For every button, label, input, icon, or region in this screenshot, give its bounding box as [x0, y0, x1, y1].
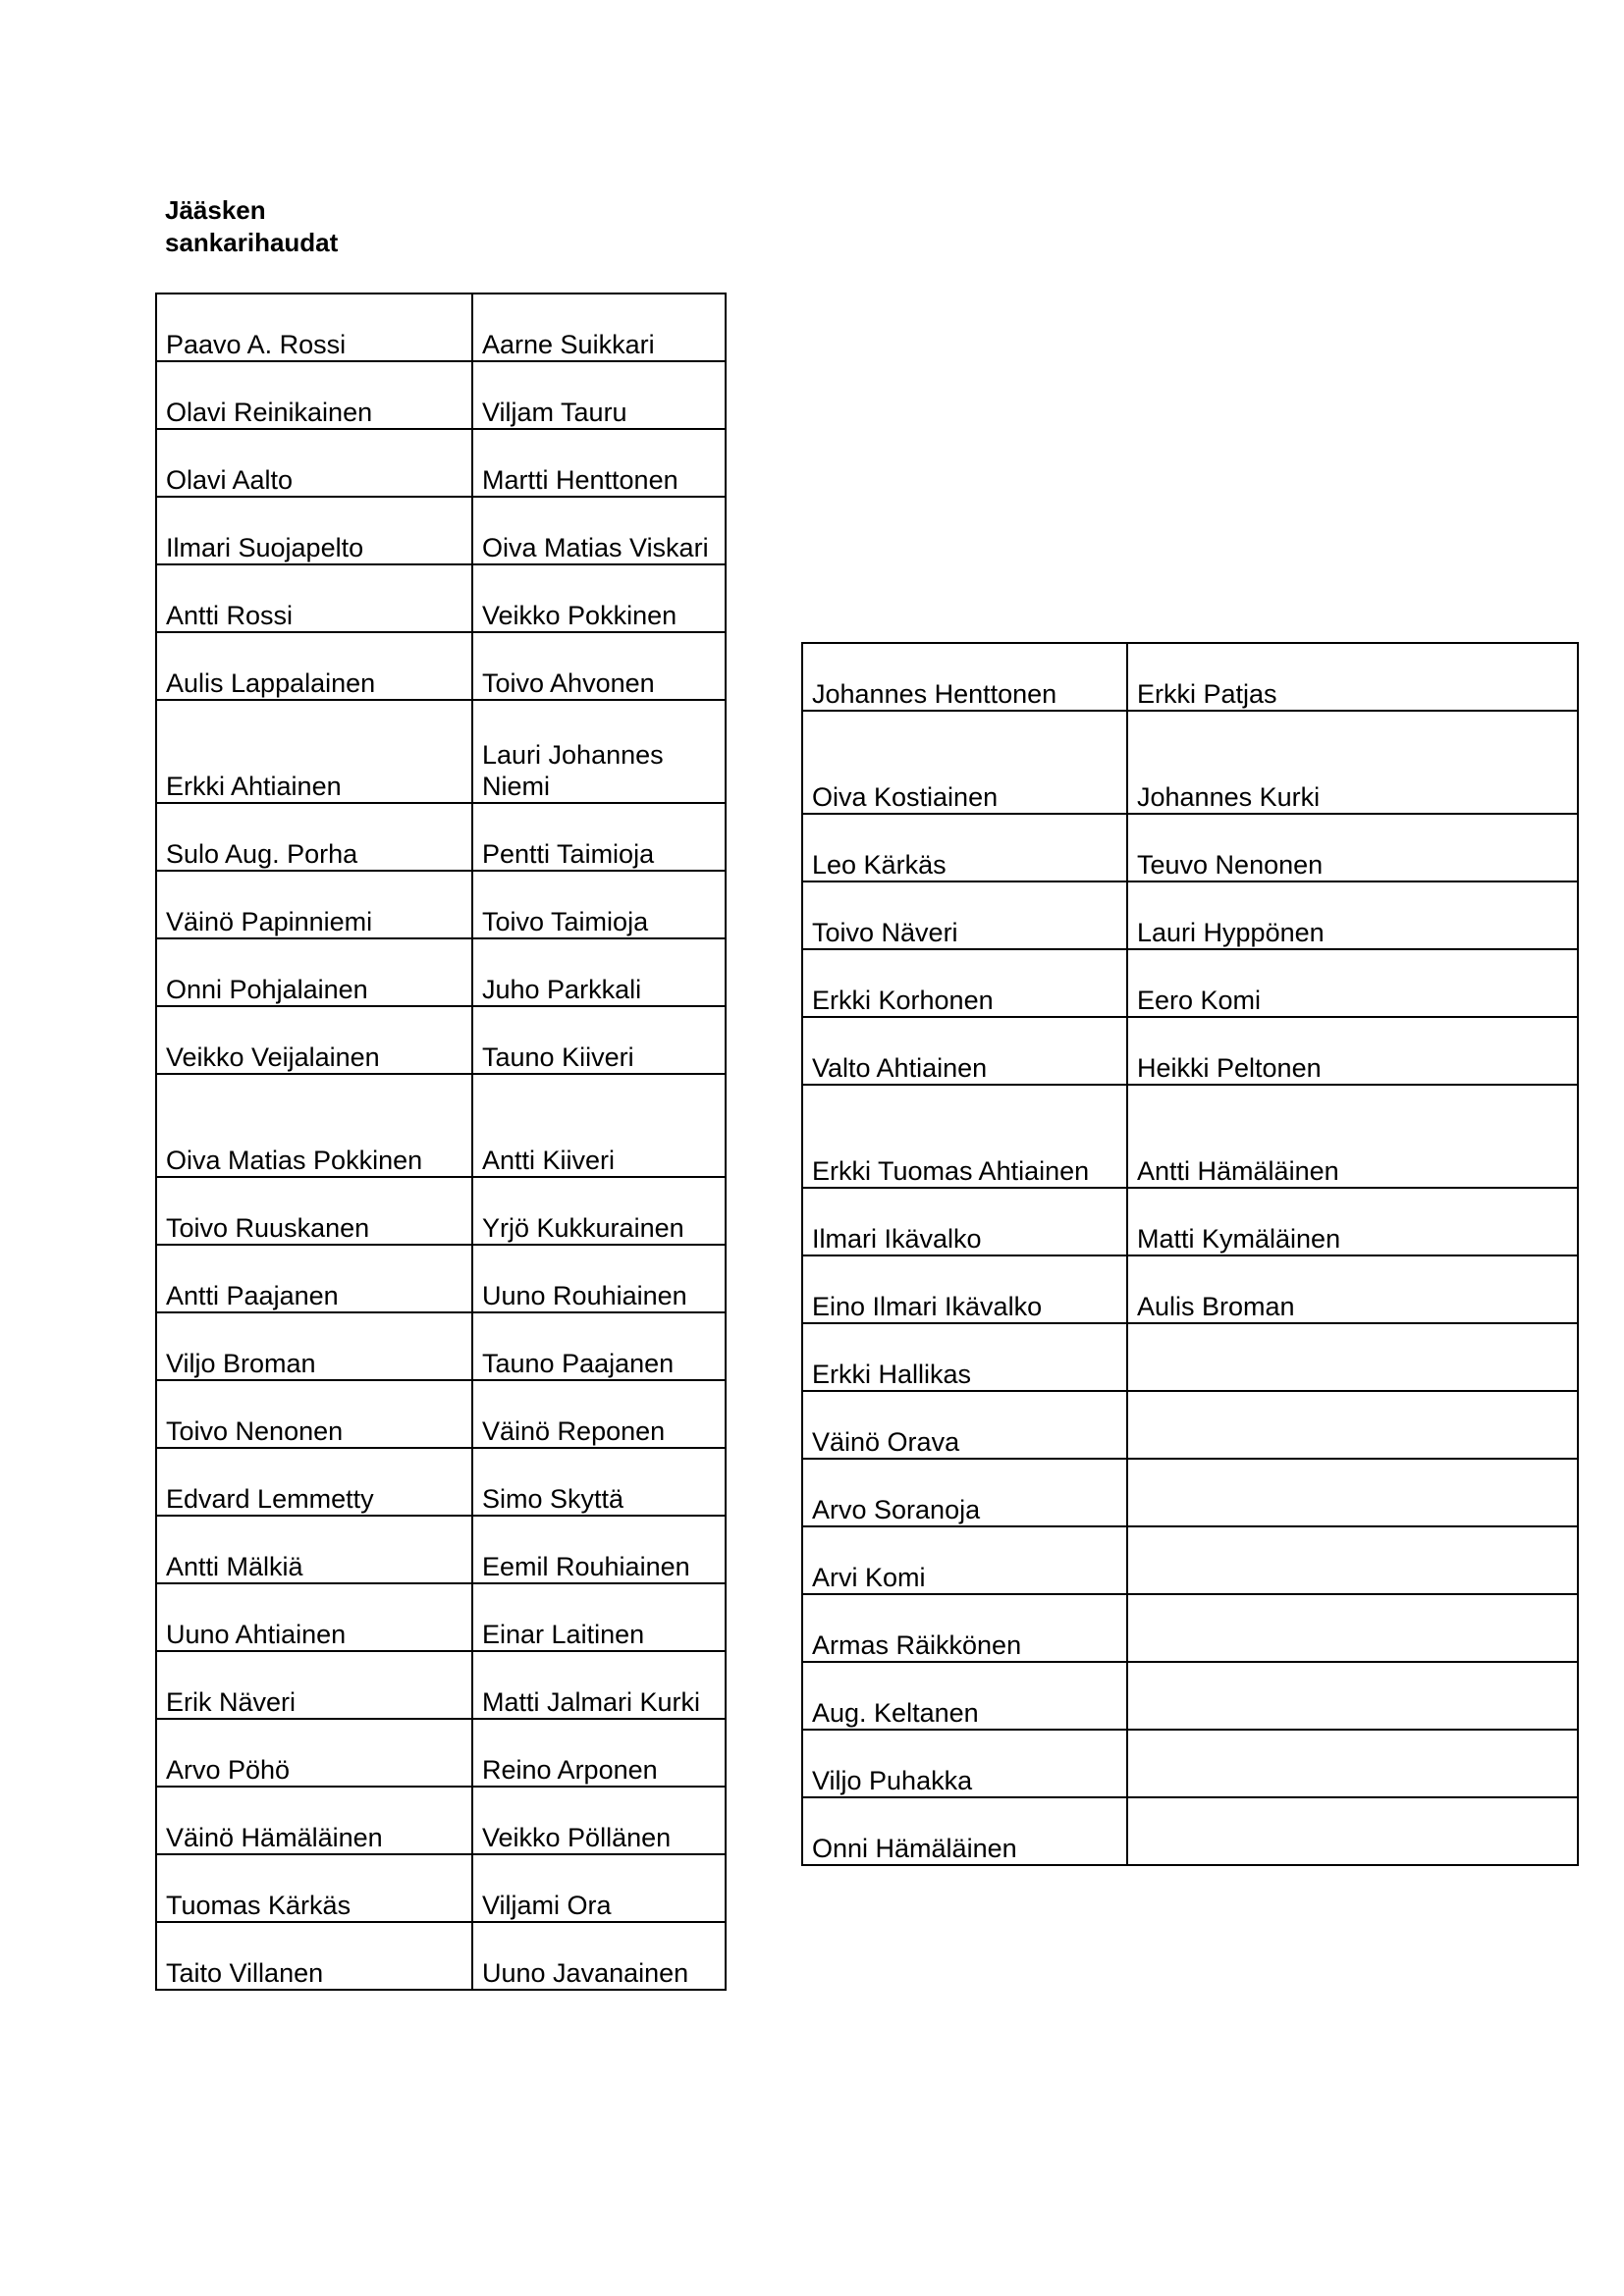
- name-cell: Onni Hämäläinen: [802, 1797, 1127, 1865]
- name-cell: Tuomas Kärkäs: [156, 1854, 472, 1922]
- name-cell: [1127, 1459, 1578, 1526]
- name-cell: Ilmari Ikävalko: [802, 1188, 1127, 1255]
- name-cell: Väinö Reponen: [472, 1380, 726, 1448]
- name-cell: Oiva Matias Pokkinen: [156, 1074, 472, 1177]
- table-row: [156, 1448, 726, 1516]
- table-row: [156, 1006, 726, 1074]
- name-cell: Simo Skyttä: [472, 1448, 726, 1516]
- right-names-table: [801, 642, 1579, 1866]
- table-row: [156, 700, 726, 803]
- name-cell: Arvo Pöhö: [156, 1719, 472, 1787]
- name-cell: Eino Ilmari Ikävalko: [802, 1255, 1127, 1323]
- name-cell: Teuvo Nenonen: [1127, 814, 1578, 881]
- name-cell: Valto Ahtiainen: [802, 1017, 1127, 1085]
- name-cell: Antti Kiiveri: [472, 1074, 726, 1177]
- name-cell: Onni Pohjalainen: [156, 938, 472, 1006]
- name-cell: [1127, 1662, 1578, 1730]
- name-cell: Oiva Kostiainen: [802, 711, 1127, 814]
- name-cell: [1127, 1391, 1578, 1459]
- name-cell: Lauri Johannes Niemi: [472, 700, 726, 803]
- name-cell: [1127, 1594, 1578, 1662]
- name-cell: Reino Arponen: [472, 1719, 726, 1787]
- title-line-2: sankarihaudat: [165, 228, 339, 257]
- table-row: [156, 1787, 726, 1854]
- name-cell: Viljo Broman: [156, 1312, 472, 1380]
- name-cell: Veikko Veijalainen: [156, 1006, 472, 1074]
- name-cell: Olavi Aalto: [156, 429, 472, 497]
- name-cell: Aulis Broman: [1127, 1255, 1578, 1323]
- name-cell: Lauri Hyppönen: [1127, 881, 1578, 949]
- table-row: [156, 1719, 726, 1787]
- name-cell: Antti Mälkiä: [156, 1516, 472, 1583]
- table-row: [156, 294, 726, 361]
- name-cell: Heikki Peltonen: [1127, 1017, 1578, 1085]
- table-row: [802, 643, 1578, 711]
- name-cell: Tauno Kiiveri: [472, 1006, 726, 1074]
- page-title: [165, 194, 338, 259]
- name-cell: Paavo A. Rossi: [156, 294, 472, 361]
- name-cell: Viljami Ora: [472, 1854, 726, 1922]
- name-cell: Erkki Patjas: [1127, 643, 1578, 711]
- name-cell: Armas Räikkönen: [802, 1594, 1127, 1662]
- table-row: [802, 881, 1578, 949]
- table-row: [802, 1085, 1578, 1188]
- name-cell: Johannes Henttonen: [802, 643, 1127, 711]
- name-cell: Sulo Aug. Porha: [156, 803, 472, 871]
- name-cell: Arvi Komi: [802, 1526, 1127, 1594]
- table-row: [802, 1017, 1578, 1085]
- name-cell: Toivo Nenonen: [156, 1380, 472, 1448]
- name-cell: Aarne Suikkari: [472, 294, 726, 361]
- name-cell: Veikko Pokkinen: [472, 564, 726, 632]
- table-row: [156, 1312, 726, 1380]
- name-cell: Veikko Pöllänen: [472, 1787, 726, 1854]
- name-cell: Arvo Soranoja: [802, 1459, 1127, 1526]
- name-cell: Viljam Tauru: [472, 361, 726, 429]
- title-line-1: Jääsken: [165, 195, 266, 225]
- name-cell: Johannes Kurki: [1127, 711, 1578, 814]
- table-row: [156, 938, 726, 1006]
- name-cell: Erkki Tuomas Ahtiainen: [802, 1085, 1127, 1188]
- name-cell: Erkki Korhonen: [802, 949, 1127, 1017]
- name-cell: Väinö Hämäläinen: [156, 1787, 472, 1854]
- table-row: [156, 871, 726, 938]
- name-cell: Ilmari Suojapelto: [156, 497, 472, 564]
- name-cell: Väinö Papinniemi: [156, 871, 472, 938]
- name-cell: Erkki Hallikas: [802, 1323, 1127, 1391]
- table-row: [156, 1245, 726, 1312]
- name-cell: Aulis Lappalainen: [156, 632, 472, 700]
- name-cell: Uuno Rouhiainen: [472, 1245, 726, 1312]
- name-cell: Erik Näveri: [156, 1651, 472, 1719]
- table-row: [156, 429, 726, 497]
- table-row: [156, 564, 726, 632]
- name-cell: Taito Villanen: [156, 1922, 472, 1990]
- table-row: [802, 1459, 1578, 1526]
- name-cell: [1127, 1526, 1578, 1594]
- name-cell: Eemil Rouhiainen: [472, 1516, 726, 1583]
- name-cell: Tauno Paajanen: [472, 1312, 726, 1380]
- table-row: [802, 1662, 1578, 1730]
- name-cell: Pentti Taimioja: [472, 803, 726, 871]
- name-cell: Olavi Reinikainen: [156, 361, 472, 429]
- name-cell: Leo Kärkäs: [802, 814, 1127, 881]
- table-row: [156, 1074, 726, 1177]
- name-cell: Erkki Ahtiainen: [156, 700, 472, 803]
- name-cell: Matti Kymäläinen: [1127, 1188, 1578, 1255]
- name-cell: Uuno Ahtiainen: [156, 1583, 472, 1651]
- table-row: [156, 1854, 726, 1922]
- table-row: [156, 1177, 726, 1245]
- table-row: [802, 949, 1578, 1017]
- table-row: [802, 1730, 1578, 1797]
- table-row: [802, 1188, 1578, 1255]
- left-names-table: [155, 293, 727, 1991]
- name-cell: Viljo Puhakka: [802, 1730, 1127, 1797]
- name-cell: Yrjö Kukkurainen: [472, 1177, 726, 1245]
- name-cell: Toivo Ahvonen: [472, 632, 726, 700]
- name-cell: Uuno Javanainen: [472, 1922, 726, 1990]
- table-row: [156, 497, 726, 564]
- table-row: [802, 1797, 1578, 1865]
- table-row: [802, 814, 1578, 881]
- name-cell: Toivo Taimioja: [472, 871, 726, 938]
- table-row: [802, 1526, 1578, 1594]
- table-row: [156, 361, 726, 429]
- table-row: [156, 1516, 726, 1583]
- table-row: [156, 1922, 726, 1990]
- name-cell: Eero Komi: [1127, 949, 1578, 1017]
- name-cell: Antti Hämäläinen: [1127, 1085, 1578, 1188]
- table-row: [156, 1583, 726, 1651]
- name-cell: Matti Jalmari Kurki: [472, 1651, 726, 1719]
- name-cell: Martti Henttonen: [472, 429, 726, 497]
- name-cell: Antti Paajanen: [156, 1245, 472, 1312]
- name-cell: Toivo Näveri: [802, 881, 1127, 949]
- table-row: [156, 1380, 726, 1448]
- table-row: [156, 803, 726, 871]
- name-cell: Oiva Matias Viskari: [472, 497, 726, 564]
- name-cell: Juho Parkkali: [472, 938, 726, 1006]
- name-cell: [1127, 1730, 1578, 1797]
- name-cell: [1127, 1323, 1578, 1391]
- table-row: [802, 1255, 1578, 1323]
- table-row: [156, 1651, 726, 1719]
- name-cell: Väinö Orava: [802, 1391, 1127, 1459]
- name-cell: Einar Laitinen: [472, 1583, 726, 1651]
- table-row: [156, 632, 726, 700]
- name-cell: Antti Rossi: [156, 564, 472, 632]
- table-row: [802, 1391, 1578, 1459]
- name-cell: Edvard Lemmetty: [156, 1448, 472, 1516]
- name-cell: [1127, 1797, 1578, 1865]
- table-row: [802, 711, 1578, 814]
- name-cell: Aug. Keltanen: [802, 1662, 1127, 1730]
- name-cell: Toivo Ruuskanen: [156, 1177, 472, 1245]
- table-row: [802, 1323, 1578, 1391]
- table-row: [802, 1594, 1578, 1662]
